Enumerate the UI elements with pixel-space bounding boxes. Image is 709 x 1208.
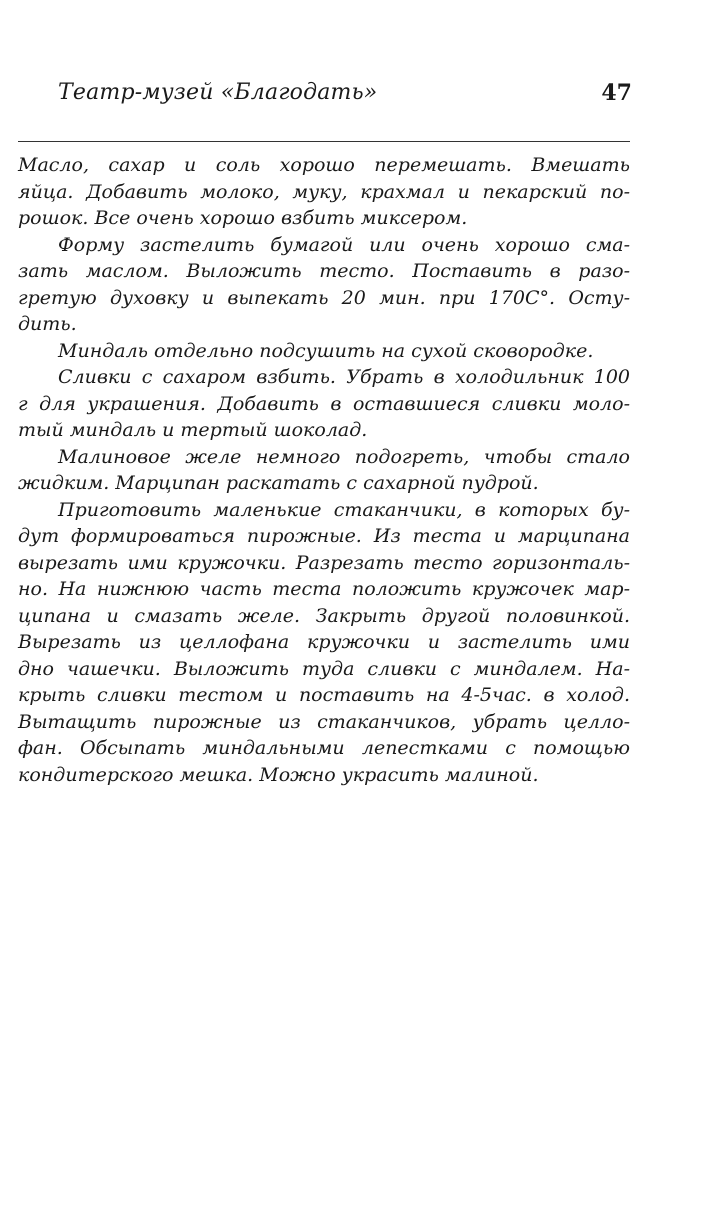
text-line: крыть сливки тестом и поставить на 4-5час. в холод. [18, 684, 630, 706]
text-line: зать маслом. Выложить тесто. Поставить в разо- [18, 260, 630, 282]
text-line: вырезать ими кружочки. Разрезать тесто горизонталь- [18, 551, 630, 574]
page-header [58, 80, 632, 114]
text-line: Форму застелить бумагой или очень хорошо сма- [58, 233, 630, 256]
text-line: яйца. Добавить молоко, муку, крахмал и пекарский по- [18, 180, 630, 203]
text-line: тый миндаль и тертый шоколад. [18, 419, 368, 441]
text-line: гретую духовку и выпекать 20 мин. при 170С°. Осту- [18, 286, 630, 309]
text-line: Масло, сахар и соль хорошо перемешать. Вмешать [18, 154, 630, 176]
text-line: г для украшения. Добавить в оставшиеся сливки моло- [18, 392, 630, 415]
text-line: жидким. Марципан раскатать с сахарной пудрой. [18, 472, 539, 494]
text-line: но. На нижнюю часть теста положить кружочек мар- [18, 578, 630, 600]
header-rule [18, 141, 630, 142]
text-line: дут формироваться пирожные. Из теста и марципана [18, 525, 630, 547]
text-line: Вырезать из целлофана кружочки и застелить ими [18, 631, 630, 653]
text-line: рошок. Все очень хорошо взбить миксером. [18, 207, 468, 229]
text-line: Сливки с сахаром взбить. Убрать в холодильник 100 [58, 366, 630, 388]
text-line: Приготовить маленькие стаканчики, в которых бу- [58, 498, 630, 521]
running-title: Театр-музей «Благодать» [58, 80, 378, 105]
text-line: фан. Обсыпать миндальными лепестками с помощью [18, 737, 630, 759]
text-line: Вытащить пирожные из стаканчиков, убрать целло- [18, 710, 630, 733]
text-line: кондитерского мешка. Можно украсить малиной. [18, 763, 539, 786]
recipe-text [18, 152, 630, 788]
page-number: 47 [601, 80, 632, 106]
text-line: дить. [18, 313, 77, 335]
text-line: дно чашечки. Выложить туда сливки с миндалем. На- [18, 657, 630, 680]
text-line: ципана и смазать желе. Закрыть другой половинкой. [18, 604, 630, 627]
text-line: Малиновое желе немного подогреть, чтобы стало [58, 445, 630, 468]
text-line: Миндаль отдельно подсушить на сухой сковородке. [58, 339, 594, 362]
